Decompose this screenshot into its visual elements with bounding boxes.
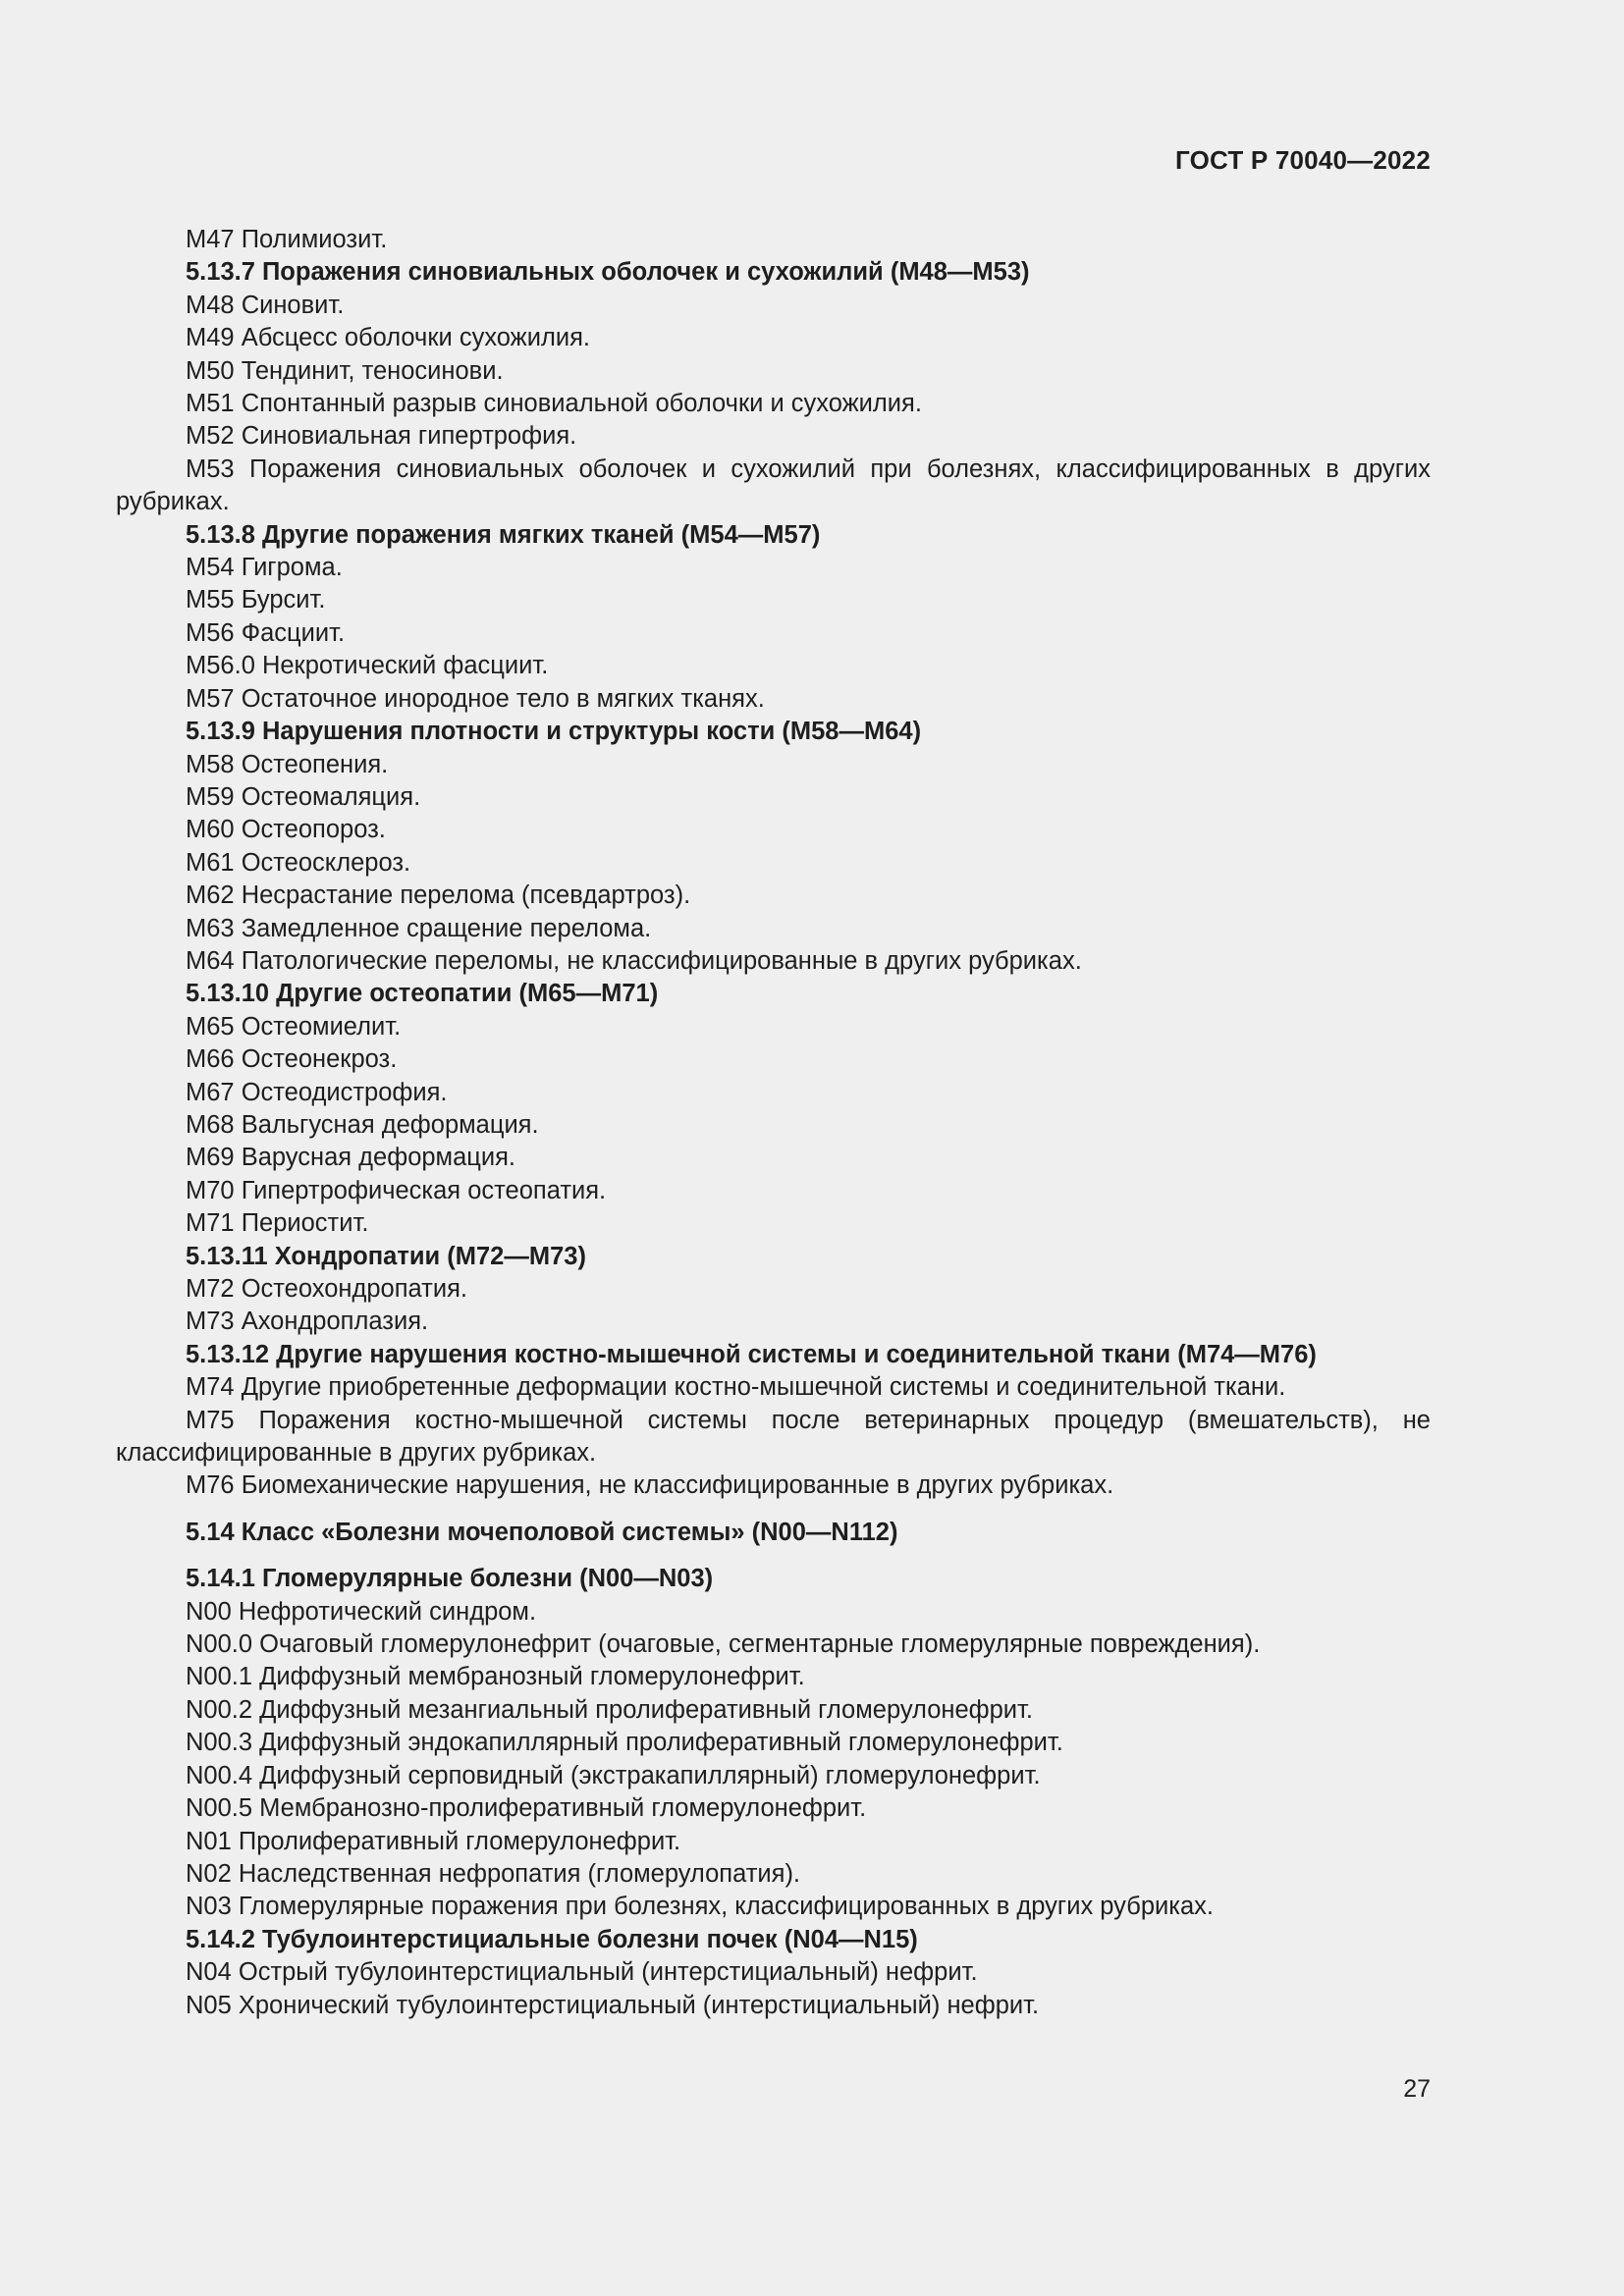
list-item: M72 Остеохондропатия. — [186, 1275, 467, 1303]
section-heading: 5.14.2 Тубулоинтерстициальные болезни почек (N04—N15) — [186, 1925, 918, 1953]
list-item: N00.4 Диффузный серповидный (экстракапиллярный) гломерулонефрит. — [186, 1761, 1041, 1789]
list-item: N00.2 Диффузный мезангиальный пролиферативный гломерулонефрит. — [186, 1695, 1033, 1724]
list-item: N00.1 Диффузный мембранозный гломерулонефрит. — [186, 1663, 805, 1691]
list-item: N04 Острый тубулоинтерстициальный (интерстициальный) нефрит. — [186, 1958, 978, 1987]
list-item: N05 Хронический тубулоинтерстициальный (интерстициальный) нефрит. — [186, 1991, 1040, 2019]
list-item: M71 Периостит. — [186, 1209, 369, 1238]
list-item: M51 Спонтанный разрыв синовиальной оболочки и сухожилия. — [186, 390, 922, 418]
section-heading: 5.13.10 Другие остеопатии (M65—M71) — [186, 980, 659, 1008]
list-item: M66 Остеонекроз. — [186, 1045, 398, 1074]
list-item: M68 Вальгусная деформация. — [186, 1110, 539, 1139]
list-item-paragraph: M53 Поражения синовиальных оболочек и сухожилий при болезнях, классифицированных в других рубриках. — [116, 454, 1431, 516]
section-heading: 5.13.9 Нарушения плотности и структуры кости (M58—M64) — [186, 718, 922, 746]
list-item: M56.0 Некротический фасциит. — [186, 652, 549, 680]
list-item: M64 Патологические переломы, не классифицированные в других рубриках. — [186, 946, 1082, 975]
list-item: M55 Бурсит. — [186, 586, 326, 614]
page-number: 27 — [1403, 2075, 1431, 2103]
list-item: N00.0 Очаговый гломерулонефрит (очаговые, сегментарные гломерулярные повреждения). — [186, 1630, 1261, 1659]
list-item: M56 Фасциит. — [186, 618, 346, 647]
list-item: N01 Пролиферативный гломерулонефрит. — [186, 1827, 681, 1855]
list-item: N02 Наследственная нефропатия (гломерулопатия). — [186, 1859, 801, 1888]
list-item: M65 Остеомиелит. — [186, 1012, 402, 1041]
list-item: N03 Гломерулярные поражения при болезнях, классифицированных в других рубриках. — [186, 1893, 1214, 1921]
list-item: M48 Синовит. — [186, 291, 345, 319]
list-item: M59 Остеомаляция. — [186, 782, 421, 811]
list-item: M60 Остеопороз. — [186, 816, 386, 844]
list-item-paragraph: M75 Поражения костно-мышечной системы после ветеринарных процедур (вмешательств), не классифицированные в других рубриках. — [116, 1406, 1431, 1468]
section-heading: 5.13.8 Другие поражения мягких тканей (M54—M57) — [186, 520, 821, 549]
list-item: M73 Ахондроплазия. — [186, 1308, 429, 1336]
list-item: M67 Остеодистрофия. — [186, 1078, 448, 1106]
list-item: M57 Остаточное инородное тело в мягких тканях. — [186, 684, 765, 713]
list-item: M47 Полимиозит. — [186, 226, 388, 253]
list-item: N00 Нефротический синдром. — [186, 1597, 537, 1626]
document-header: ГОСТ Р 70040—2022 — [1175, 145, 1431, 175]
list-item: N00.5 Мембранозно-пролиферативный гломерулонефрит. — [186, 1794, 867, 1823]
list-item: M49 Абсцесс оболочки сухожилия. — [186, 324, 590, 352]
list-item: M54 Гигрома. — [186, 554, 343, 582]
list-item: N00.3 Диффузный эндокапиллярный пролиферативный гломерулонефрит. — [186, 1729, 1063, 1757]
list-item: M52 Синовиальная гипертрофия. — [186, 422, 577, 451]
list-item: M74 Другие приобретенные деформации костно-мышечной системы и соединительной ткани. — [186, 1373, 1286, 1402]
section-heading: 5.13.7 Поражения синовиальных оболочек и сухожилий (M48—M53) — [186, 258, 1030, 287]
list-item: M70 Гипертрофическая остеопатия. — [186, 1176, 607, 1204]
list-item: M62 Несрастание перелома (псевдартроз). — [186, 881, 691, 910]
list-item: M61 Остеосклероз. — [186, 848, 411, 877]
list-item: M50 Тендинит, теносинови. — [186, 356, 504, 385]
list-item: M63 Замедленное сращение перелома. — [186, 914, 652, 942]
section-heading: 5.13.12 Другие нарушения костно-мышечной системы и соединительной ткани (M74—M76) — [186, 1340, 1317, 1368]
list-item: M69 Варусная деформация. — [186, 1144, 516, 1172]
document-body — [116, 224, 1431, 2022]
section-heading: 5.13.11 Хондропатии (M72—M73) — [186, 1242, 586, 1270]
list-item: M58 Остеопения. — [186, 750, 389, 778]
list-item: M76 Биомеханические нарушения, не классифицированные в других рубриках. — [186, 1471, 1114, 1500]
section-heading: 5.14.1 Гломерулярные болезни (N00—N03) — [186, 1565, 714, 1593]
section-heading: 5.14 Класс «Болезни мочеполовой системы» (N00—N112) — [186, 1518, 898, 1546]
